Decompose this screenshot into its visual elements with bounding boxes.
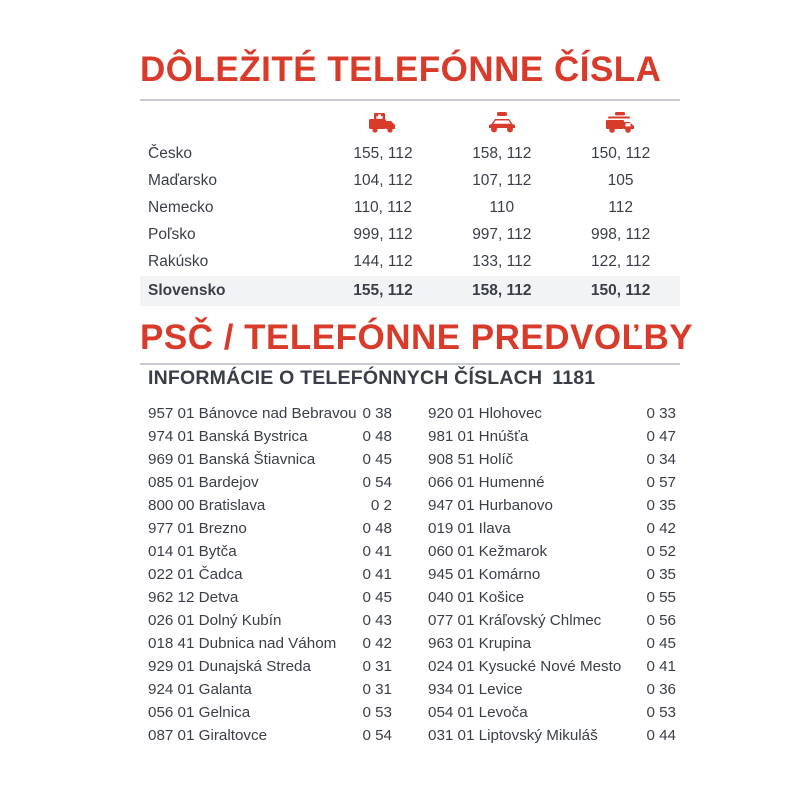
info-number: 1181 bbox=[552, 366, 596, 389]
list-item bbox=[140, 494, 396, 517]
list-item bbox=[140, 517, 396, 540]
place-name: 981 01 Hnúšťa bbox=[428, 427, 529, 445]
place-name: 077 01 Kráľovský Chlmec bbox=[428, 611, 602, 629]
country-name: Nemecko bbox=[148, 199, 214, 217]
list-item bbox=[140, 402, 396, 425]
dial-prefix: 0 47 bbox=[646, 427, 676, 445]
list-item bbox=[140, 425, 396, 448]
country-name: Maďarsko bbox=[148, 172, 217, 190]
dial-prefix: 0 54 bbox=[362, 726, 392, 744]
ambulance-number: 144, 112 bbox=[353, 253, 413, 271]
fire-number: 150, 112 bbox=[591, 145, 651, 163]
postal-table-right bbox=[420, 402, 680, 747]
postal-column-left bbox=[140, 402, 410, 747]
dial-prefix: 0 48 bbox=[362, 519, 392, 537]
list-item bbox=[420, 724, 680, 747]
info-label: INFORMÁCIE O TELEFÓNNYCH ČÍSLACH bbox=[148, 366, 543, 389]
dial-prefix: 0 34 bbox=[646, 450, 676, 468]
dial-prefix: 0 35 bbox=[646, 565, 676, 583]
place-name: 957 01 Bánovce nad Bebravou bbox=[148, 404, 357, 422]
psc-title: PSČ / TELEFÓNNE PREDVOĽBY bbox=[140, 317, 694, 357]
place-name: 040 01 Košice bbox=[428, 588, 525, 606]
dial-prefix: 0 42 bbox=[646, 519, 676, 537]
ambulance-number: 155, 112 bbox=[353, 145, 413, 163]
place-name: 969 01 Banská Štiavnica bbox=[148, 450, 316, 468]
country-name: Slovensko bbox=[148, 281, 226, 299]
police-header-cell bbox=[442, 101, 561, 141]
police-number: 110 bbox=[489, 199, 515, 217]
list-item bbox=[420, 586, 680, 609]
place-name: 018 41 Dubnica nad Váhom bbox=[148, 634, 337, 652]
list-item bbox=[420, 425, 680, 448]
ambulance-number: 155, 112 bbox=[353, 281, 413, 299]
list-item bbox=[140, 655, 396, 678]
dial-prefix: 0 53 bbox=[362, 703, 392, 721]
list-item bbox=[420, 448, 680, 471]
dial-prefix: 0 43 bbox=[362, 611, 392, 629]
police-number: 107, 112 bbox=[472, 172, 532, 190]
list-item bbox=[420, 609, 680, 632]
police-number: 158, 112 bbox=[472, 281, 532, 299]
divider-middle bbox=[140, 363, 680, 365]
ambulance-number: 110, 112 bbox=[353, 199, 413, 217]
postal-table-left bbox=[140, 402, 396, 747]
list-item bbox=[140, 563, 396, 586]
list-item bbox=[140, 540, 396, 563]
place-name: 056 01 Gelnica bbox=[148, 703, 251, 721]
list-item bbox=[420, 563, 680, 586]
place-name: 014 01 Bytča bbox=[148, 542, 237, 560]
list-item bbox=[420, 655, 680, 678]
list-item bbox=[140, 448, 396, 471]
list-item bbox=[140, 701, 396, 724]
place-name: 019 01 Ilava bbox=[428, 519, 511, 537]
emergency-table-body bbox=[140, 101, 680, 306]
place-name: 087 01 Giraltovce bbox=[148, 726, 268, 744]
dial-prefix: 0 45 bbox=[646, 634, 676, 652]
place-name: 929 01 Dunajská Streda bbox=[148, 657, 311, 675]
fire-number: 150, 112 bbox=[590, 281, 651, 299]
dial-prefix: 0 41 bbox=[646, 657, 676, 675]
place-name: 920 01 Hlohovec bbox=[428, 404, 542, 422]
emergency-table-header-row bbox=[140, 101, 680, 141]
place-name: 977 01 Brezno bbox=[148, 519, 247, 537]
fire-number: 122, 112 bbox=[591, 253, 651, 271]
list-item bbox=[140, 632, 396, 655]
place-name: 934 01 Levice bbox=[428, 680, 523, 698]
dial-prefix: 0 56 bbox=[646, 611, 676, 629]
list-item bbox=[140, 471, 396, 494]
dial-prefix: 0 52 bbox=[646, 542, 676, 560]
place-name: 054 01 Levoča bbox=[428, 703, 528, 721]
list-item bbox=[420, 494, 680, 517]
country-name: Česko bbox=[148, 145, 192, 163]
list-item bbox=[420, 701, 680, 724]
ambulance-icon bbox=[324, 109, 443, 135]
ambulance-number: 104, 112 bbox=[353, 172, 413, 190]
ambulance-number: 999, 112 bbox=[353, 226, 413, 244]
dial-prefix: 0 31 bbox=[362, 657, 392, 675]
postal-column-right bbox=[410, 402, 680, 747]
place-name: 031 01 Liptovský Mikuláš bbox=[428, 726, 598, 744]
list-item bbox=[420, 540, 680, 563]
police-number: 158, 112 bbox=[472, 145, 532, 163]
info-line bbox=[148, 367, 680, 390]
dial-prefix: 0 48 bbox=[362, 427, 392, 445]
list-item bbox=[420, 678, 680, 701]
dial-prefix: 0 44 bbox=[646, 726, 676, 744]
place-name: 085 01 Bardejov bbox=[148, 473, 259, 491]
dial-prefix: 0 41 bbox=[362, 565, 392, 583]
table-row bbox=[140, 195, 680, 222]
dial-prefix: 0 57 bbox=[646, 473, 676, 491]
fire-header-cell bbox=[561, 101, 680, 141]
place-name: 963 01 Krupina bbox=[428, 634, 532, 652]
place-name: 024 01 Kysucké Nové Mesto bbox=[428, 657, 622, 675]
table-row bbox=[140, 168, 680, 195]
dial-prefix: 0 42 bbox=[362, 634, 392, 652]
place-name: 924 01 Galanta bbox=[148, 680, 252, 698]
dial-prefix: 0 31 bbox=[362, 680, 392, 698]
place-name: 974 01 Banská Bystrica bbox=[148, 427, 308, 445]
police-number: 997, 112 bbox=[472, 226, 532, 244]
dial-prefix: 0 55 bbox=[646, 588, 676, 606]
place-name: 947 01 Hurbanovo bbox=[428, 496, 553, 514]
table-row bbox=[140, 249, 680, 276]
place-name: 962 12 Detva bbox=[148, 588, 239, 606]
list-item bbox=[420, 632, 680, 655]
dial-prefix: 0 33 bbox=[646, 404, 676, 422]
dial-prefix: 0 54 bbox=[362, 473, 392, 491]
dial-prefix: 0 2 bbox=[370, 496, 392, 514]
emergency-numbers-table bbox=[140, 101, 680, 306]
dial-prefix: 0 36 bbox=[646, 680, 676, 698]
dial-prefix: 0 45 bbox=[362, 588, 392, 606]
table-row-highlighted bbox=[140, 276, 680, 306]
table-row bbox=[140, 141, 680, 168]
country-name: Poľsko bbox=[148, 226, 196, 244]
police-icon bbox=[442, 109, 561, 135]
place-name: 908 51 Holíč bbox=[428, 450, 514, 468]
country-name: Rakúsko bbox=[148, 253, 209, 271]
place-name: 800 00 Bratislava bbox=[148, 496, 266, 514]
place-name: 066 01 Humenné bbox=[428, 473, 545, 491]
page-title: DÔLEŽITÉ TELEFÓNNE ČÍSLA bbox=[140, 50, 662, 89]
fire-number: 998, 112 bbox=[591, 226, 651, 244]
list-item bbox=[140, 678, 396, 701]
fire-truck-icon bbox=[561, 109, 680, 135]
place-name: 022 01 Čadca bbox=[148, 565, 243, 583]
list-item bbox=[140, 724, 396, 747]
postal-code-columns bbox=[140, 402, 680, 747]
fire-number: 112 bbox=[608, 199, 633, 217]
ambulance-header-cell bbox=[324, 101, 443, 141]
dial-prefix: 0 53 bbox=[646, 703, 676, 721]
place-name: 060 01 Kežmarok bbox=[428, 542, 548, 560]
list-item bbox=[140, 586, 396, 609]
list-item bbox=[140, 609, 396, 632]
dial-prefix: 0 38 bbox=[362, 404, 392, 422]
place-name: 026 01 Dolný Kubín bbox=[148, 611, 282, 629]
list-item bbox=[420, 402, 680, 425]
dial-prefix: 0 41 bbox=[362, 542, 392, 560]
fire-number: 105 bbox=[607, 172, 634, 190]
table-row bbox=[140, 222, 680, 249]
dial-prefix: 0 35 bbox=[646, 496, 676, 514]
place-name: 945 01 Komárno bbox=[428, 565, 541, 583]
police-number: 133, 112 bbox=[472, 253, 532, 271]
list-item bbox=[420, 471, 680, 494]
dial-prefix: 0 45 bbox=[362, 450, 392, 468]
list-item bbox=[420, 517, 680, 540]
